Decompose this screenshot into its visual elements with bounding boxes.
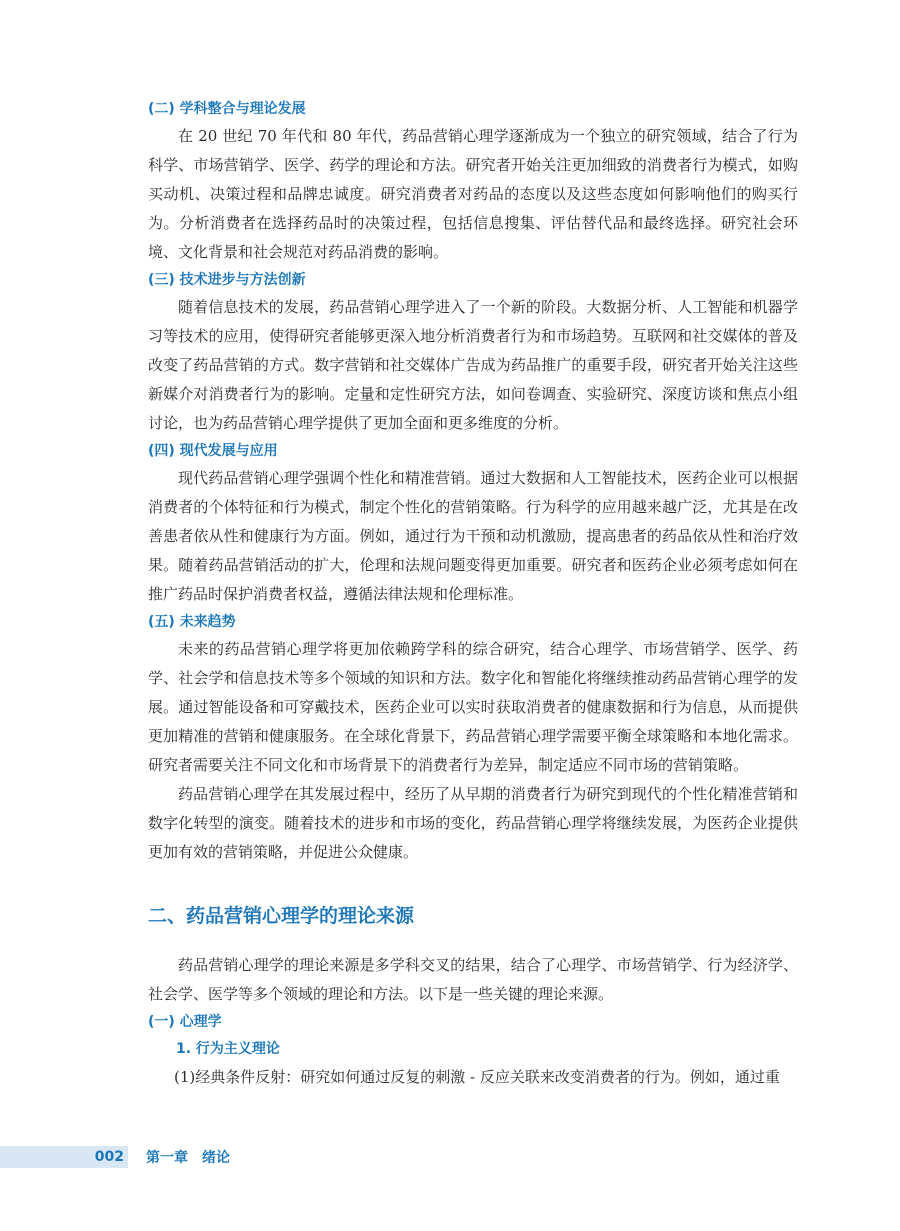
chapter-section-heading: 二、药品营销心理学的理论来源 [148, 905, 415, 927]
subsection-heading-psychology: (一) 心理学 [148, 1014, 222, 1030]
section-paragraph-5a: 未来的药品营销心理学将更加依赖跨学科的综合研究，结合心理学、市场营销学、医学、药学、社会学和信息技术等多个领域的知识和方法。数字化和智能化将继续推动药品营销心理学的发展。通过智能设备和可穿戴技术，医药企业可以实时获取消费者的健康数据和行为信息，从而提供更加精准的营销和健康服务。在全球化背景下，药品营销心理学需要平衡全球策略和本地化需求。研究者需要关注不同文化和市场背景下的消费者行为差异，制定适应不同市场的营销策略。 [148, 640, 798, 774]
section-paragraph-2: 在 20 世纪 70 年代和 80 年代，药品营销心理学逐渐成为一个独立的研究领域，结合了行为科学、市场营销学、医学、药学的理论和方法。研究者开始关注更加细致的消费者行为模式，如购买动机、决策过程和品牌忠诚度。研究消费者对药品的态度以及这些态度如何影响他们的购买行为。分析消费者在选择药品时的决策过程，包括信息搜集、评估替代品和最终选择。研究社会环境、文化背景和社会规范对药品消费的影响。 [148, 127, 798, 261]
section-heading-4: (四) 现代发展与应用 [148, 443, 278, 459]
page-content [148, 96, 798, 1092]
chapter-intro-paragraph: 药品营销心理学的理论来源是多学科交叉的结果，结合了心理学、市场营销学、行为经济学、社会学、医学等多个领域的理论和方法。以下是一些关键的理论来源。 [148, 956, 798, 1003]
subsubsection-heading-behaviorism: 1. 行为主义理论 [176, 1041, 280, 1057]
page-footer [0, 1146, 900, 1168]
list-item-classical-conditioning: (1)经典条件反射：研究如何通过反复的刺激 - 反应关联来改变消费者的行为。例如，通过重 [174, 1068, 780, 1086]
section-heading-5: (五) 未来趋势 [148, 614, 236, 630]
section-paragraph-3: 随着信息技术的发展，药品营销心理学进入了一个新的阶段。大数据分析、人工智能和机器学习等技术的应用，使得研究者能够更深入地分析消费者行为和市场趋势。互联网和社交媒体的普及改变了药品营销的方式。数字营销和社交媒体广告成为药品推广的重要手段，研究者开始关注这些新媒介对消费者行为的影响。定量和定性研究方法，如问卷调查、实验研究、深度访谈和焦点小组讨论，也为药品营销心理学提供了更加全面和更多维度的分析。 [148, 298, 798, 432]
section-heading-3: (三) 技术进步与方法创新 [148, 272, 306, 288]
section-paragraph-5b: 药品营销心理学在其发展过程中，经历了从早期的消费者行为研究到现代的个性化精准营销和数字化转型的演变。随着技术的进步和市场的变化，药品营销心理学将继续发展，为医药企业提供更加有效的营销策略，并促进公众健康。 [148, 785, 798, 861]
page-number: 002 [0, 1146, 128, 1168]
section-paragraph-4: 现代药品营销心理学强调个性化和精准营销。通过大数据和人工智能技术，医药企业可以根据消费者的个体特征和行为模式，制定个性化的营销策略。行为科学的应用越来越广泛，尤其是在改善患者依从性和健康行为方面。例如，通过行为干预和动机激励，提高患者的药品依从性和治疗效果。随着药品营销活动的扩大，伦理和法规问题变得更加重要。研究者和医药企业必须考虑如何在推广药品时保护消费者权益，遵循法律法规和伦理标准。 [148, 469, 798, 603]
footer-chapter-title: 第一章 绪论 [146, 1150, 230, 1166]
section-heading-2: (二) 学科整合与理论发展 [148, 101, 306, 117]
